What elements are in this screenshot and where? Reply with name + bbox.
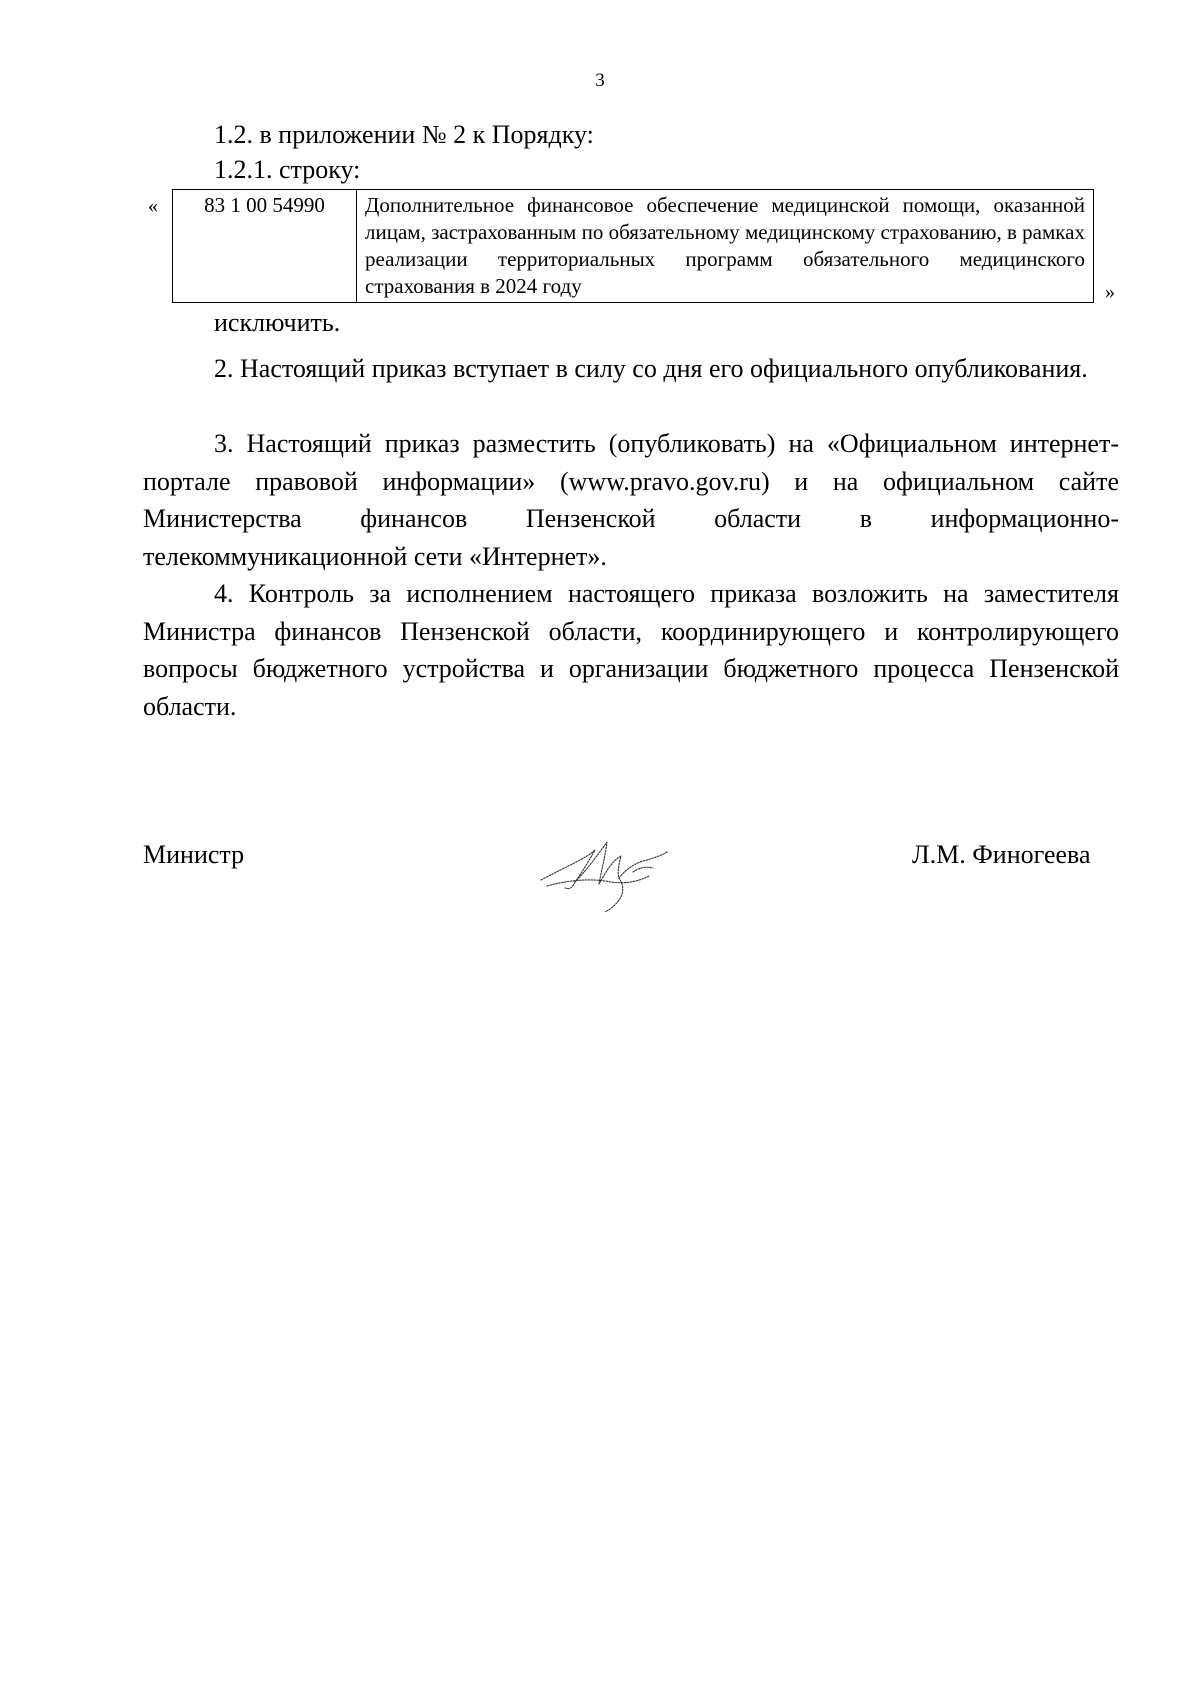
- item-1-2: 1.2. в приложении № 2 к Порядку:: [214, 120, 594, 149]
- close-quote: »: [1105, 281, 1115, 303]
- code-table: [172, 189, 1094, 303]
- table-row: [173, 190, 1094, 303]
- paragraph-3: 3. Настоящий приказ разместить (опубликовать) на «Официальном интернет-портале правовой информации» (www.pravo.gov.ru) и на официальном сайте Министерства финансов Пензенской области в информационно-телекоммуникационной сети «Интернет».: [143, 429, 1119, 571]
- paragraph-2: 2. Настоящий приказ вступает в силу со дня его официального опубликования.: [214, 354, 1088, 383]
- exclude-text: исключить.: [214, 308, 341, 337]
- handwritten-signature: [535, 822, 685, 912]
- open-quote: «: [148, 195, 158, 217]
- item-1-2-1: 1.2.1. строку:: [214, 155, 361, 184]
- page-number: 3: [595, 70, 605, 91]
- paragraph-4: 4. Контроль за исполнением настоящего приказа возложить на заместителя Министра финансов Пензенской области, координирующего и контролирующего вопросы бюджетного устройства и организации бюджетного процесса Пензенской области.: [143, 579, 1119, 721]
- signature-name: Л.М. Финогеева: [912, 840, 1091, 869]
- budget-code-description: Дополнительное финансовое обеспечение медицинской помощи, оказанной лицам, застрахованным по обязательному медицинскому страхованию, в рамках реализации территориальных программ обязательного медицинского страхования в 2024 году: [357, 190, 1094, 303]
- signature-position: Министр: [143, 840, 245, 869]
- budget-code: 83 1 00 54990: [173, 190, 357, 303]
